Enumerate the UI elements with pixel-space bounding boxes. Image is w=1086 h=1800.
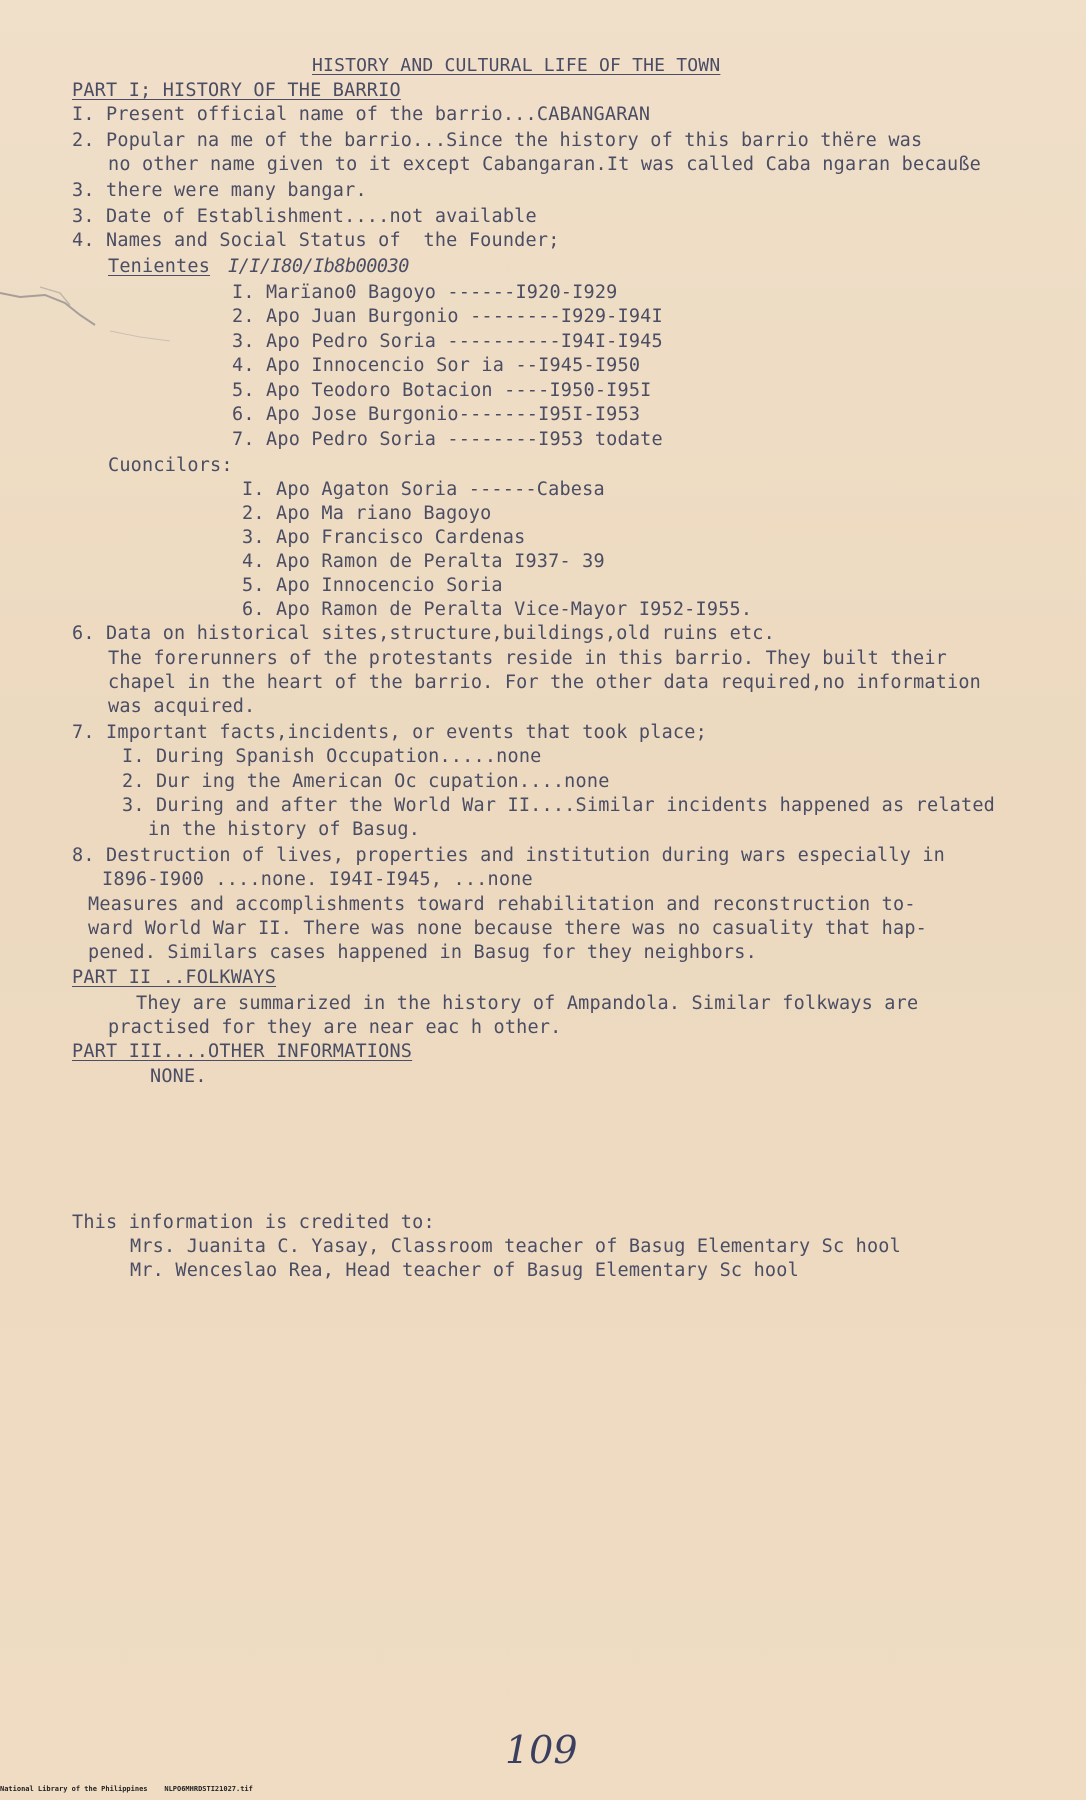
teniente-item: 3. Apo Pedro Soria ----------I94I-I945	[232, 331, 663, 352]
teniente-item: 5. Apo Teodoro Botacion ----I950-I95I	[232, 380, 652, 401]
item-6-line-2: The forerunners of the protestants reside in this barrio. They built their	[108, 648, 948, 669]
councilors-label: Cuoncilors:	[108, 455, 233, 476]
item-8-line-1: 8. Destruction of lives, properties and institution during wars especially in	[72, 845, 946, 866]
archive-footer: National Library of the Philippines NLPO6MHRDSTI21027.tif	[0, 1785, 253, 1793]
credit-intro: This information is credited to:	[72, 1212, 435, 1233]
document-title: HISTORY AND CULTURAL LIFE OF THE TOWN	[312, 55, 721, 76]
item-7-american: 2. Dur ing the American Oc cupation....none	[122, 771, 610, 792]
item-2-line-2: no other name given to it except Cabangaran.It was called Caba ngaran becauße	[108, 154, 982, 175]
item-2-line-3: 3. there were many bangar.	[72, 180, 367, 201]
councilor-item: 4. Apo Ramon de Peralta I937- 39	[242, 551, 605, 572]
teniente-item: 7. Apo Pedro Soria --------I953 todate	[232, 429, 663, 450]
part2-line-1: They are summarized in the history of Ampandola. Similar folkways are	[136, 993, 919, 1014]
part3-heading: PART III....OTHER INFORMATIONS	[72, 1041, 413, 1062]
tenientes-label: Tenientes	[108, 256, 211, 277]
item-7-ww2-line-2: in the history of Basug.	[148, 819, 421, 840]
item-4-founders: 4. Names and Social Status of the Founder;	[72, 230, 560, 251]
part2-heading: PART II ..FOLKWAYS	[72, 967, 277, 988]
teniente-item: 6. Apo Jose Burgonio-------I95I-I953	[232, 404, 641, 425]
councilor-item: I. Apo Agaton Soria ------Cabesa	[242, 479, 605, 500]
councilor-item: 2. Apo Ma riano Bagoyo	[242, 503, 492, 524]
item-1-official-name: I. Present official name of the barrio...CABANGARAN	[72, 104, 651, 125]
handwritten-page-number: 109	[505, 1728, 578, 1772]
item-8-line-2: I896-I900 ....none. I94I-I945, ...none	[102, 869, 533, 890]
teniente-item: I. Marïano0 Bagoyo ------I920-I929	[232, 282, 618, 303]
part3-body: NONE.	[150, 1066, 207, 1087]
councilor-item: 6. Apo Ramon de Peralta Vice-Mayor I952-I955.	[242, 599, 753, 620]
teniente-item: 2. Apo Juan Burgonio --------I929-I94I	[232, 306, 663, 327]
item-6-line-3: chapel in the heart of the barrio. For the other data required,no information	[108, 672, 982, 693]
item-7-ww2-line-1: 3. During and after the World War II....Similar incidents happened as related	[122, 795, 996, 816]
councilor-item: 3. Apo Francisco Cardenas	[242, 527, 526, 548]
item-6-line-1: 6. Data on historical sites,structure,buildings,old ruins etc.	[72, 623, 775, 644]
item-7-line-1: 7. Important facts,incidents, or events that took place;	[72, 722, 707, 743]
item-6-line-4: was acquired.	[108, 696, 256, 717]
item-8-line-5: pened. Similars cases happened in Basug for they neighbors.	[88, 942, 757, 963]
item-3-establishment: 3. Date of Establishment....not available	[72, 206, 537, 227]
paper-fold-mark	[0, 275, 175, 345]
credit-teacher: Mrs. Juanita C. Yasay, Classroom teacher of Basug Elementary Sc hool	[130, 1236, 901, 1257]
item-8-line-4: ward World War II. There was none because there was no casuality that hap-	[88, 918, 928, 939]
part2-line-2: practised for they are near eac h other.	[108, 1017, 562, 1038]
item-2-line-1: 2. Popular na me of the barrio...Since the history of this barrio thëre was	[72, 130, 923, 151]
tenientes-strikeout: I/I/I80/Ib8b00030	[228, 256, 409, 277]
credit-head-teacher: Mr. Wenceslao Rea, Head teacher of Basug Elementary Sc hool	[130, 1260, 799, 1281]
part1-heading: PART I; HISTORY OF THE BARRIO	[72, 80, 401, 101]
councilor-item: 5. Apo Innocencio Soria	[242, 575, 503, 596]
teniente-item: 4. Apo Innocencio Sor ia --I945-I950	[232, 355, 641, 376]
item-8-line-3: Measures and accomplishments toward rehabilitation and reconstruction to-	[88, 894, 916, 915]
item-7-spanish: I. During Spanish Occupation.....none	[122, 746, 542, 767]
